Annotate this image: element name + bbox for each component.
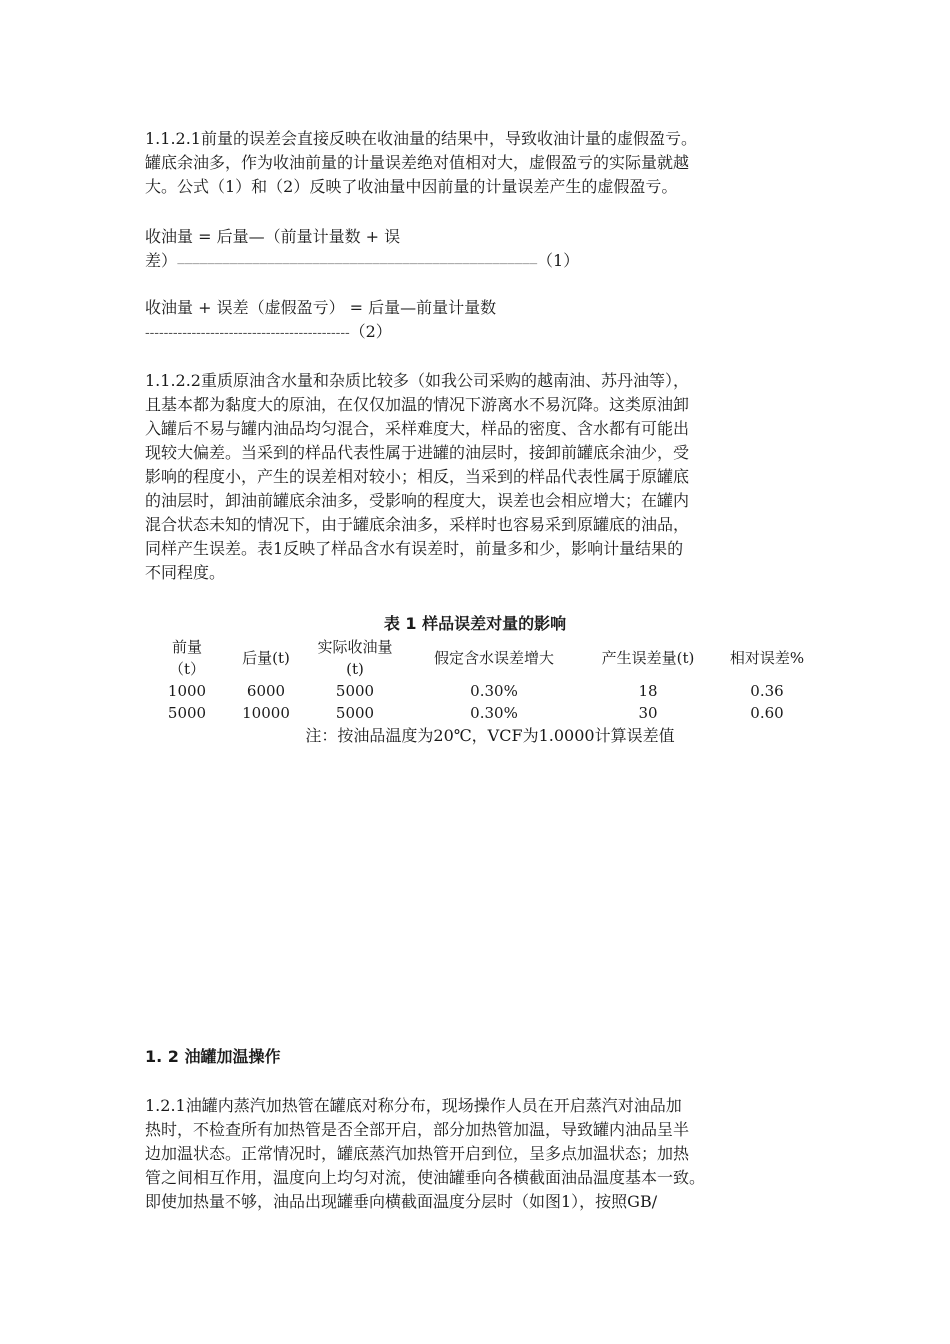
formula-1-line-1: 收油量 = 后量—（前量计量数 + 误 — [145, 227, 401, 246]
formula-2-number: （2） — [349, 322, 392, 341]
paragraph-1-1-2-2 — [145, 369, 810, 585]
table-cell: 5000 — [335, 704, 375, 722]
paragraph-1-2-1 — [145, 1094, 810, 1214]
formula-2-dashes: -------------------------------------------- — [145, 325, 350, 341]
table-cell: 18 — [638, 682, 658, 700]
column-header: 相对误差% — [729, 649, 805, 667]
table-cell: 0.36 — [750, 682, 784, 700]
text-line: 热时，不检查所有加热管是否全部开启，部分加热管加温，导致罐内油品呈半 — [145, 1120, 690, 1139]
header-line: （t） — [168, 660, 206, 678]
formula-1-number: （1） — [537, 251, 580, 270]
header-line: 前量 — [171, 638, 202, 656]
text-line: 罐底余油多，作为收油前量的计量误差绝对值相对大，虚假盈亏的实际量就越 — [145, 153, 690, 172]
text-line: 现较大偏差。当采到的样品代表性属于进罐的油层时，接卸前罐底余油少，受 — [145, 443, 690, 462]
formula-2 — [145, 296, 810, 345]
table-row — [145, 702, 819, 724]
header-line: (t) — [346, 660, 364, 678]
column-header — [145, 636, 229, 680]
table-cell: 0.30% — [470, 704, 518, 722]
table-cell: 5000 — [167, 704, 207, 722]
table-cell: 0.30% — [470, 682, 518, 700]
table-cell: 5000 — [335, 682, 375, 700]
text-line: 混合状态未知的情况下，由于罐底余油多，采样时也容易采到原罐底的油品， — [145, 515, 690, 534]
formula-1-dashes: ———————————————————————————————————————————————— — [177, 259, 538, 268]
table-row — [145, 680, 819, 702]
text-line: 1.1.2.1前量的误差会直接反映在收油量的结果中，导致收油计量的虚假盈亏。 — [145, 129, 697, 148]
column-header: 假定含水误差增大 — [433, 649, 554, 667]
table-cell: 1000 — [167, 682, 207, 700]
table-header-row — [145, 636, 819, 680]
formula-1 — [145, 225, 810, 276]
table-cell: 10000 — [242, 704, 290, 722]
column-header: 后量(t) — [242, 649, 290, 667]
table-title: 表 1 样品误差对量的影响 — [383, 614, 567, 633]
text-line: 影响的程度小，产生的误差相对较小；相反，当采到的样品代表性属于原罐底 — [145, 467, 690, 486]
column-header: 产生误差量(t) — [601, 649, 695, 667]
text-line: 入罐后不易与罐内油品均匀混合，采样难度大，样品的密度、含水都有可能出 — [145, 419, 690, 438]
header-line: 实际收油量 — [317, 638, 393, 656]
table-cell: 6000 — [246, 682, 286, 700]
text-line: 边加温状态。正常情况时，罐底蒸汽加热管开启到位，呈多点加温状态；加热 — [145, 1144, 690, 1163]
table-note: 注：按油品温度为20℃，VCF为1.0000计算误差值 — [305, 726, 675, 745]
text-line: 即使加热量不够，油品出现罐垂向横截面温度分层时（如图1），按照GB/ — [145, 1192, 658, 1211]
formula-2-line-1: 收油量 + 误差（虚假盈亏） = 后量—前量计量数 — [145, 298, 497, 317]
formula-2-line-2 — [145, 320, 810, 345]
text-line: 且基本都为黏度大的原油，在仅仅加温的情况下游离水不易沉降。这类原油卸 — [145, 395, 690, 414]
table-1-section — [145, 612, 825, 748]
text-line: 大。公式（1）和（2）反映了收油量中因前量的计量误差产生的虚假盈亏。 — [145, 177, 678, 196]
table-cell: 30 — [638, 704, 658, 722]
text-line: 管之间相互作用，温度向上均匀对流，使油罐垂向各横截面油品温度基本一致。 — [145, 1168, 706, 1187]
formula-1-line-2 — [145, 249, 810, 276]
column-header — [303, 636, 407, 680]
text-line: 的油层时，卸油前罐底余油多，受影响的程度大，误差也会相应增大；在罐内 — [145, 491, 690, 510]
text-line: 同样产生误差。表1反映了样品含水有误差时，前量多和少，影响计量结果的 — [145, 539, 684, 558]
text-line: 1.2.1油罐内蒸汽加热管在罐底对称分布，现场操作人员在开启蒸汽对油品加 — [145, 1096, 682, 1115]
paragraph-1-1-2-1 — [145, 127, 810, 199]
table-cell: 0.60 — [750, 704, 784, 722]
formula-1-start: 差） — [145, 251, 178, 270]
section-heading: 1. 2 油罐加温操作 — [145, 1047, 281, 1066]
data-table — [145, 636, 819, 724]
text-line: 不同程度。 — [145, 563, 226, 582]
text-line: 1.1.2.2重质原油含水量和杂质比较多（如我公司采购的越南油、苏丹油等）， — [145, 371, 689, 390]
